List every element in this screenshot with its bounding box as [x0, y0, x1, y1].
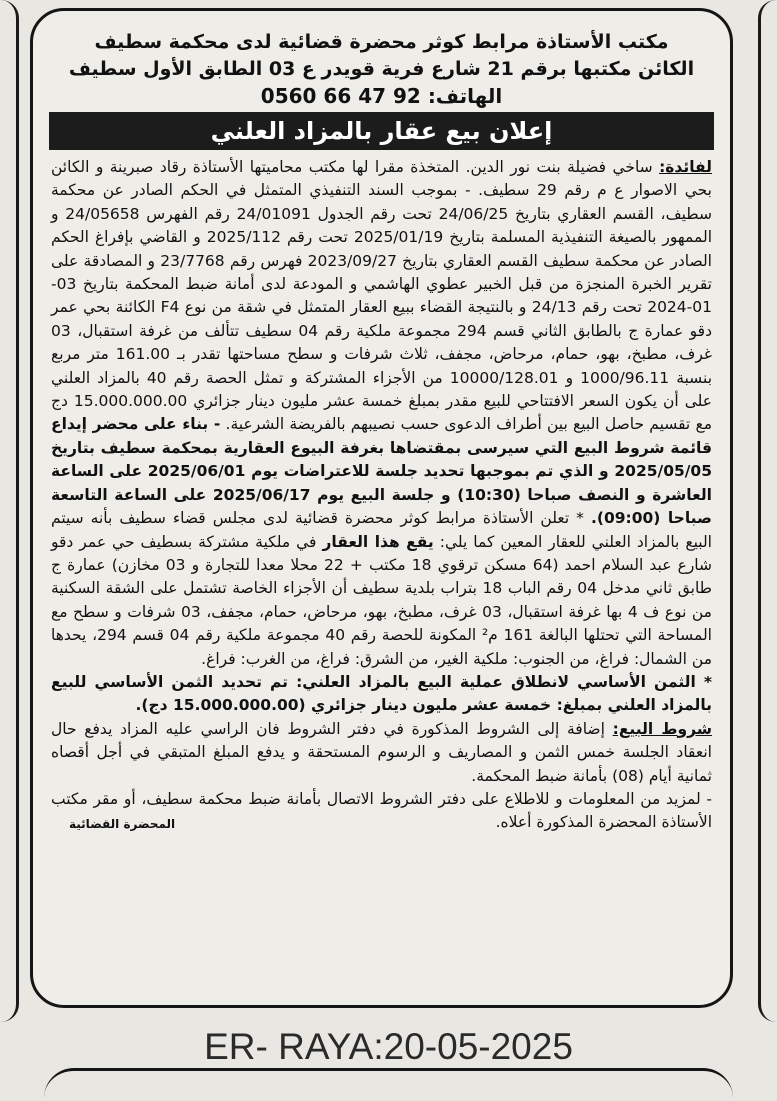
publication-date: 20-05-2025	[383, 1026, 573, 1067]
office-header	[33, 11, 730, 109]
base-price-paragraph: * الثمن الأساسي لانطلاق عملية البيع بالمزاد العلني: تم تحديد الثمن الأساسي للبيع بالمزاد العلني بمبلغ: خمسة عشر مليون دينار جزائري (15.000.000.00 دج).	[51, 672, 712, 715]
main-text: ساخي فضيلة بنت نور الدين. المتخذة مقرا لها مكتب محاميتها الأستاذة رقاد صبرينة و الكائن بحي الاصوار ع م رقم 29 سطيف. - بموجب السند التنفيذي المتمثل في الحكم الصادر عن محكمة سطيف، القسم العقاري بتاريخ 24/06/25 تحت رقم الجدول 24/01091 رقم الفهرس 24/05658 و الممهور بالصيغة التنفيذية المسلمة بتاريخ 2025/01/19 تحت رقم 2025/112 و القاضي بإفراغ الحكم الصادر عن محكمة سطيف القسم العقاري بتاريخ 2023/09/27 فهرس رقم 23/7768 و المصادقة على تقرير الخبرة المنجزة من قبل الخبير عطوي الهاشمي و المودعة لدى أمانة ضبط المحكمة بتاريخ 03-01-2024 تحت رقم 24/13 و بالنتيجة القضاء ببيع العقار المتمثل في شقة من نوع F4 الكائنة بحي عمر دقو عمارة ج بالطابق الثاني قسم 294 مجموعة ملكية رقم 04 سطيف تتألف من غرفة استقبال، 03 غرف، مطبخ، بهو، حمام، مرحاض، مجفف، ثلاث شرفات و سطح مساحتها تقدر بـ 161.00 متر مربع بنسبة 1000/96.11 و 10000/128.01 من الأجزاء المشتركة و تمثل الحصة رقم 40 بالمزاد العلني على أن يكون السعر الافتتاحي للبيع مقدر بمبلغ خمسة عشر مليون دينار جزائري 15.000.000.00 دج مع تقسيم حاصل البيع بين أطراف الدعوى حسب نصيبهم بالفريضة الشرعية.	[51, 158, 713, 434]
phone-label: الهاتف:	[427, 84, 503, 108]
bailiff-signature: المحضرة القضائية	[69, 816, 176, 831]
sale-conditions-paragraph	[51, 718, 712, 788]
sale-conditions-text: إضافة إلى الشروط المذكورة في دفتر الشروط فان الراسي عليه المزاد يدفع حال انعقاد الجلسة خمس الثمن و المصاريف و الرسوم المستحقة و يدفع المبلغ المتبقي في أجل أقصاه ثمانية أيام (08) بأمانة ضبط المحكمة.	[51, 719, 712, 785]
beneficiary-label: لفائدة:	[659, 158, 712, 176]
newspaper-name: ER- RAYA:	[204, 1026, 384, 1067]
announcement-title: إعلان بيع عقار بالمزاد العلني	[49, 112, 714, 150]
announcement-card	[30, 8, 733, 1008]
next-ad-border	[44, 1068, 733, 1101]
contact-paragraph: - لمزيد من المعلومات و للاطلاع على دفتر الشروط الاتصال بأمانة ضبط محكمة سطيف، أو مقر مكتب الأستاذة المحضرة المذكورة أعلاه.	[51, 789, 712, 832]
adjacent-ad-border-right	[758, 0, 777, 1022]
property-description-text: في ملكية مشتركة بسطيف حي عمر دقو شارع عبد السلام احمد (64 مسكن ترقوي 18 مكتب + 22 محلا معدا للتجارة و 03 مخازن) عمارة ج طابق ثاني مدخل 04 رقم الباب 18 بتراب بلدية سطيف أن الأجزاء الخاصة تشتمل على الشقة السكنية من نوع ف 4 بها غرفة استقبال، 03 غرف، مطبخ، بهو، مرحاض، حمام، مجفف، 03 شرفات و سطح مع المساحة التي تحتلها البالغة 161 م² المكونة للحصة رقم 40 مجموعة ملكية رقم 04 قسم 294، يحدها من الشمال: فراغ، من الجنوب: ملكية الغير، من الشرق: فراغ، من الغرب: فراغ.	[51, 532, 713, 668]
adjacent-ad-border-left	[0, 0, 19, 1022]
signature-area	[51, 816, 712, 855]
office-phone	[33, 83, 730, 109]
publication-stamp	[0, 1026, 777, 1068]
office-name: مكتب الأستاذة مرابط كوثر محضرة قضائية لدى محكمة سطيف	[94, 31, 669, 53]
announcement-body	[33, 150, 730, 855]
bailiff-notice-text: * تعلن الأستاذة مرابط كوثر محضرة قضائية لدى مجلس قضاء سطيف بأنه سيتم البيع بالمزاد العلني للعقار المعين كما يلي:	[51, 509, 712, 551]
sale-conditions-label: شروط البيع:	[612, 719, 712, 738]
office-address: الكائن مكتبها برقم 21 شارع فرية قويدر ع 03 الطابق الأول سطيف	[68, 58, 695, 80]
property-location-label: يقع هذا العقار	[322, 532, 434, 551]
phone-number: 0560 66 47 92	[260, 84, 421, 108]
sale-schedule-text: - بناء على محضر إيداع قائمة شروط البيع التي سيرسى بمقتضاها بغرفة البيوع العقارية بمحكمة سطيف بتاريخ 2025/05/05 و الذي تم بموجبها تحديد جلسة للاعتراضات يوم 2025/06/01 على الساعة العاشرة و النصف صباحا (10:30) و جلسة البيع يوم 2025/06/17 على الساعة التاسعة صباحا (09:00).	[51, 415, 712, 528]
paragraph-main	[51, 156, 712, 671]
